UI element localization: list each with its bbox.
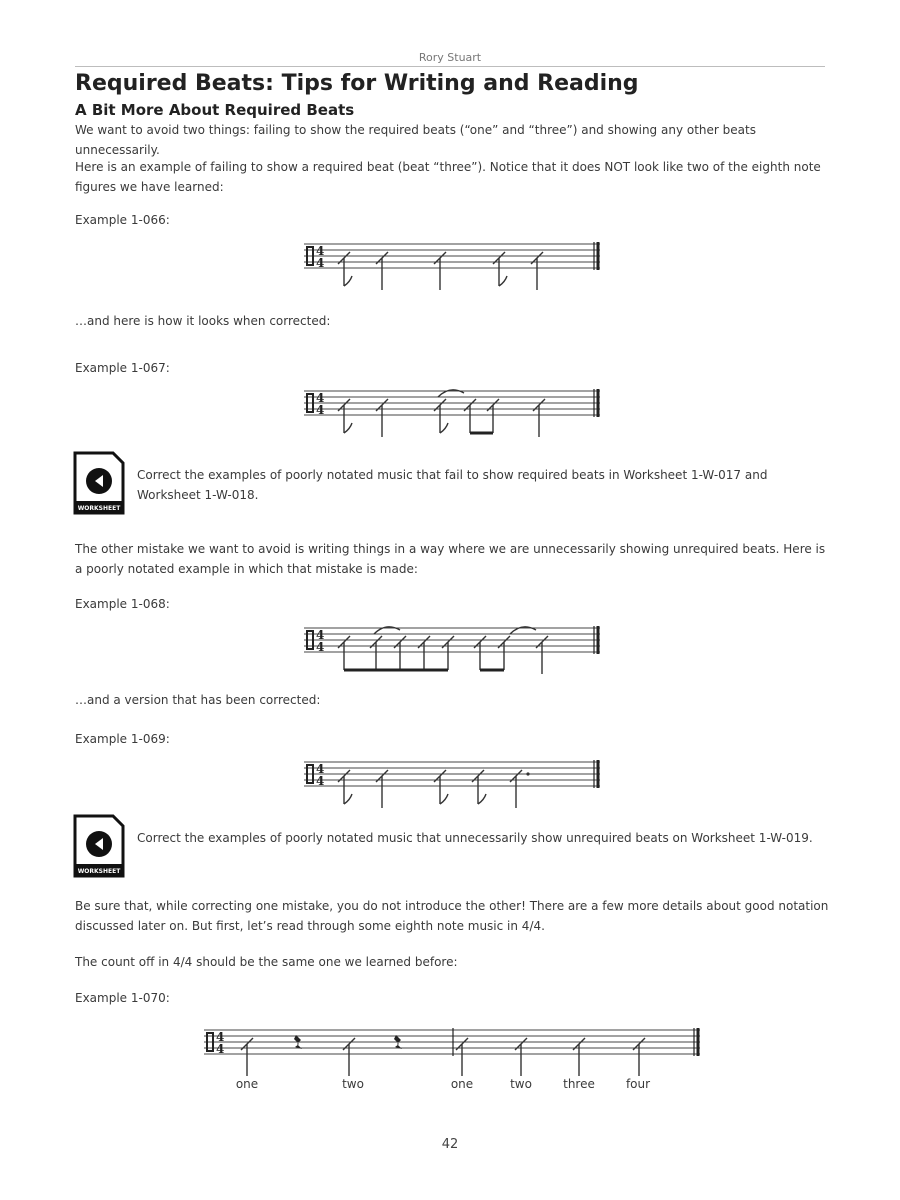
header-rule	[75, 66, 825, 67]
example-label-066: Example 1-066:	[75, 213, 170, 227]
time-signature-bottom: 4	[316, 774, 325, 788]
running-head: Rory Stuart	[418, 51, 482, 64]
time-signature-bottom: 4	[316, 640, 325, 654]
time-signature-top: 4	[316, 628, 325, 642]
time-signature-top: 4	[316, 244, 325, 258]
intro-paragraph: We want to avoid two things: failing to show the required beats (“one” and “three”) and showing any other beats unnecessarily.	[75, 123, 756, 157]
section-subtitle: A Bit More About Required Beats	[75, 101, 355, 119]
count-off-paragraph: The count off in 4/4 should be the same one we learned before:	[75, 955, 458, 969]
count-word: three	[563, 1077, 595, 1091]
example-070-notation	[200, 1020, 705, 1080]
time-signature-bottom: 4	[316, 256, 325, 270]
count-word: two	[342, 1077, 364, 1091]
time-signature-top: 4	[316, 391, 325, 405]
example-067-notation	[300, 381, 605, 441]
worksheet-note-2: Correct the examples of poorly notated music that unnecessarily show unrequired beats on Worksheet 1-W-019.	[137, 831, 813, 845]
be-sure-paragraph: Be sure that, while correcting one mistake, you do not introduce the other! There are a few more details about good notation discussed later on. But first, let’s read through some eighth note music in 4/4.	[75, 899, 829, 933]
example-066-notation	[300, 234, 605, 294]
count-word: one	[235, 1077, 259, 1091]
example-label-070: Example 1-070:	[75, 991, 170, 1005]
worksheet-icon-label: WORKSHEET	[77, 505, 121, 512]
page-number: 42	[441, 1137, 459, 1152]
failing-paragraph: Here is an example of failing to show a required beat (beat “three”). Notice that it does NOT look like two of the eighth note figures we have learned:	[75, 160, 821, 194]
example-label-068: Example 1-068:	[75, 597, 170, 611]
page-title: Required Beats: Tips for Writing and Reading	[75, 71, 639, 96]
corrected-intro-text: …and here is how it looks when corrected:	[75, 314, 331, 328]
example-label-067: Example 1-067:	[75, 361, 170, 375]
time-signature-bottom: 4	[316, 403, 325, 417]
example-068-notation	[300, 618, 605, 678]
worksheet-icon	[73, 451, 125, 515]
time-signature-bottom: 4	[216, 1042, 225, 1056]
example-label-069: Example 1-069:	[75, 732, 170, 746]
worksheet-icon	[73, 814, 125, 878]
count-word: two	[510, 1077, 532, 1091]
count-word: one	[450, 1077, 474, 1091]
worksheet-icon-label: WORKSHEET	[77, 868, 121, 875]
count-word: four	[625, 1077, 651, 1091]
time-signature-top: 4	[216, 1030, 225, 1044]
example-069-notation	[300, 752, 605, 812]
other-mistake-paragraph: The other mistake we want to avoid is writing things in a way where we are unnecessarily showing unrequired beats. Here is a poorly notated example in which that mistake is made:	[75, 542, 826, 576]
worksheet-note-1: Correct the examples of poorly notated music that fail to show required beats in Worksheet 1-W-017 and Worksheet 1-W-018.	[137, 468, 768, 502]
time-signature-top: 4	[316, 762, 325, 776]
version-corrected-text: …and a version that has been corrected:	[75, 693, 321, 707]
